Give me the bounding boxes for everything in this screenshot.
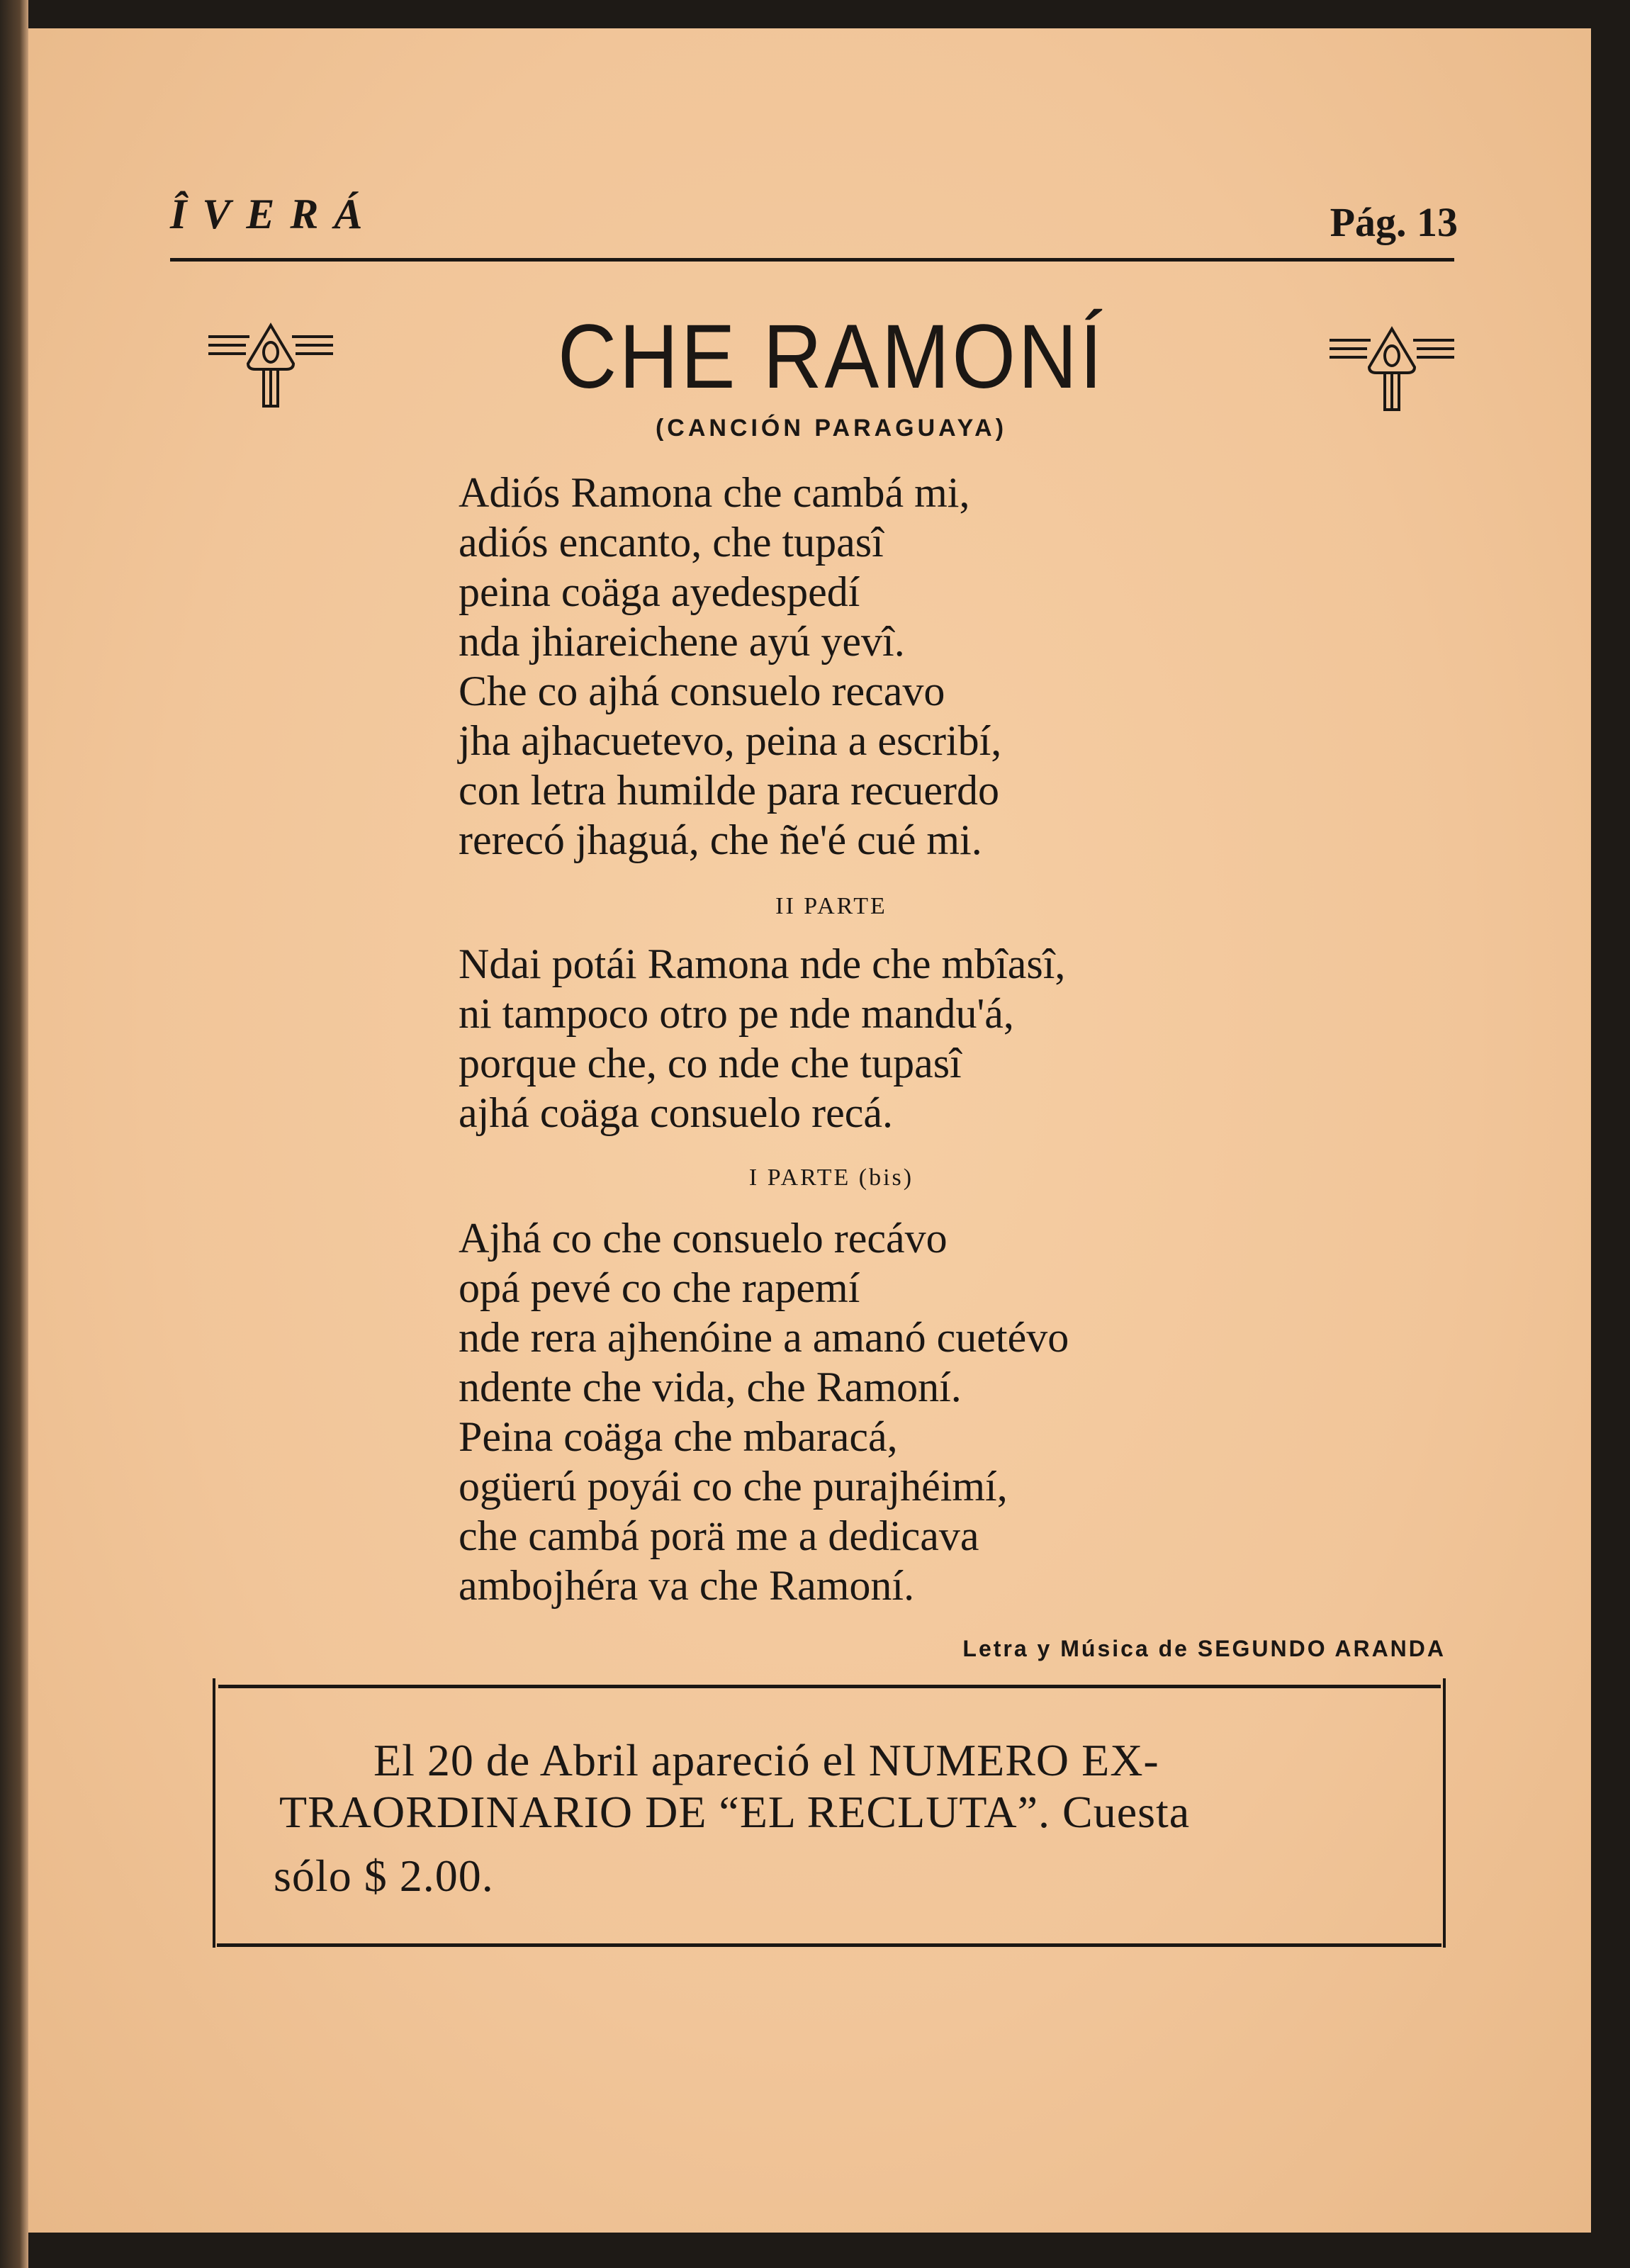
publication-name: ÎVERÁ: [170, 191, 378, 237]
verse-line: ogüerú poyái co che purajhéimí,: [459, 1463, 1008, 1510]
box-bottom-rule: [217, 1943, 1441, 1947]
verse-line: Che co ajhá consuelo recavo: [459, 668, 945, 714]
notice-line: sólo $ 2.00.: [274, 1851, 494, 1901]
verse-line: jha ajhacuetevo, peina a escribí,: [459, 717, 1002, 764]
verse-line: Adiós Ramona che cambá mi,: [459, 469, 970, 516]
verse-line: adiós encanto, che tupasî: [459, 519, 884, 566]
book-gutter: [0, 0, 28, 2268]
verse-line: Ndai potái Ramona nde che mbîasî,: [459, 941, 1066, 987]
verse-line: con letra humilde para recuerdo: [459, 767, 999, 814]
page-number: Pág. 13: [1330, 199, 1458, 245]
verse-line: opá pevé co che rapemí: [459, 1264, 860, 1311]
section-label-i-parte-bis: I PARTE (bis): [748, 1164, 914, 1191]
song-credit: Letra y Música de SEGUNDO ARANDA: [962, 1636, 1446, 1661]
verse-line: ajhá coäga consuelo recá.: [459, 1089, 893, 1136]
notice-line: El 20 de Abril apareció el NUMERO EX-: [373, 1735, 1159, 1785]
verse-line: porque che, co nde che tupasî: [459, 1040, 962, 1087]
verse-line: peina coäga ayedespedí: [459, 568, 860, 615]
verse-line: ambojhéra va che Ramoní.: [459, 1562, 915, 1609]
box-left-border: [213, 1678, 215, 1948]
song-subtitle: (CANCIÓN PARAGUAYA): [655, 415, 1008, 442]
header-rule: [170, 258, 1454, 262]
verse-line: Ajhá co che consuelo recávo: [459, 1215, 948, 1262]
verse-line: nde rera ajhenóine a amanó cuetévo: [459, 1314, 1069, 1361]
section-label-ii-parte: II PARTE: [775, 893, 887, 919]
box-top-rule: [218, 1685, 1441, 1688]
stanza-1: [459, 468, 1001, 865]
box-right-border: [1443, 1678, 1446, 1948]
stanza-2: [459, 939, 1065, 1138]
verse-line: che cambá porä me a dedicava: [459, 1512, 979, 1559]
verse-line: ni tampoco otro pe nde mandu'á,: [459, 990, 1014, 1037]
stanza-3: [459, 1213, 1069, 1610]
verse-line: Peina coäga che mbaracá,: [459, 1413, 898, 1460]
verse-line: rerecó jhaguá, che ñe'é cué mi.: [459, 816, 982, 863]
notice-line: TRAORDINARIO DE “EL RECLUTA”. Cuesta: [279, 1787, 1191, 1837]
verse-line: nda jhiareichene ayú yevî.: [459, 618, 905, 665]
song-title: CHE RAMONÍ: [557, 306, 1106, 408]
verse-line: ndente che vida, che Ramoní.: [459, 1364, 962, 1410]
